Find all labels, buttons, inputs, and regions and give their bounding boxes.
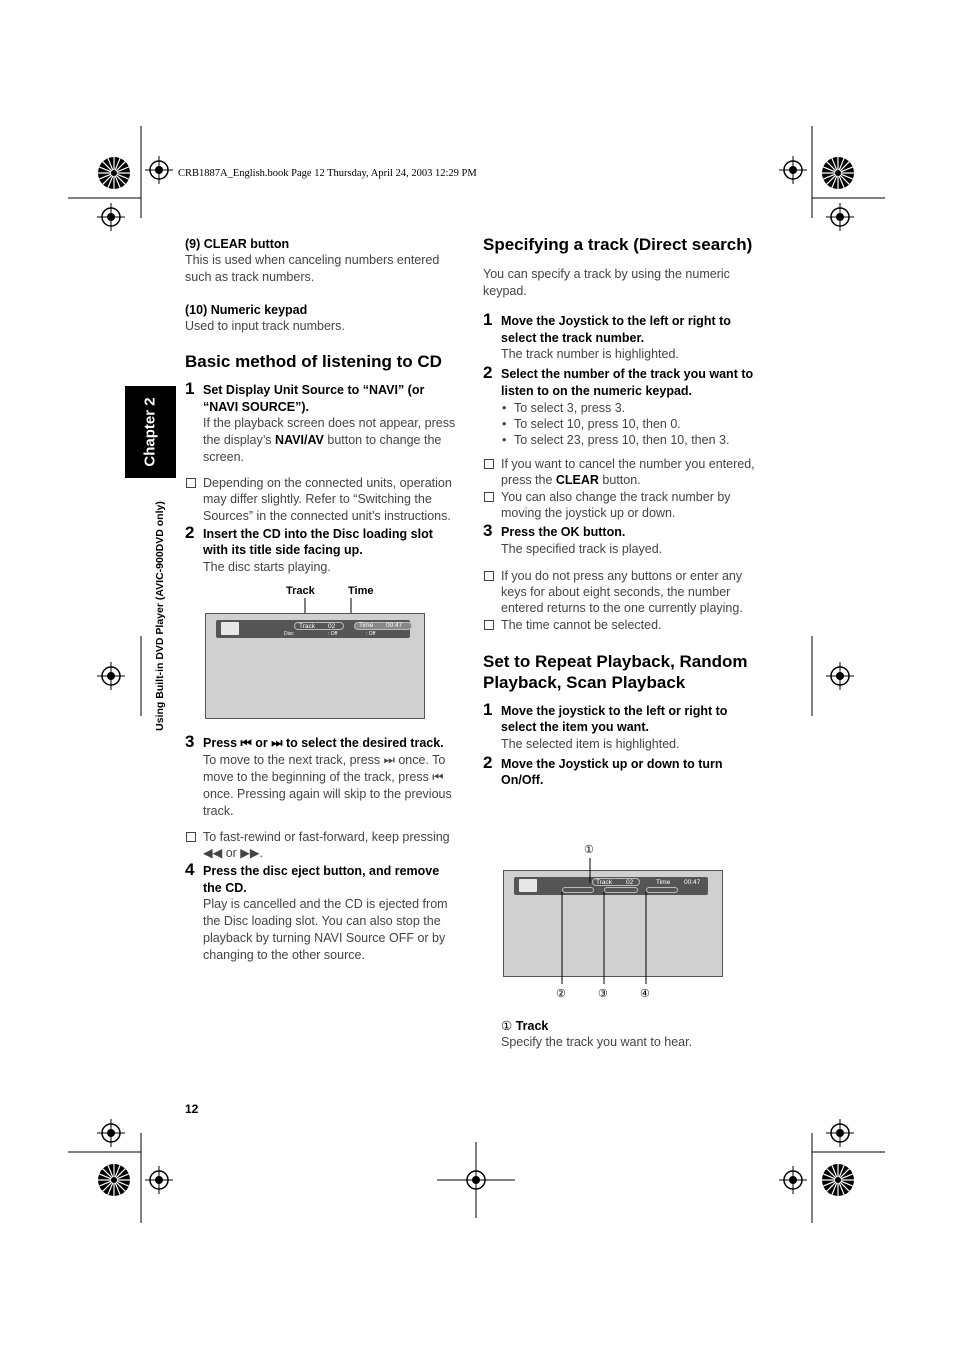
bar-disc-label: Disc [284, 631, 294, 637]
body-text: button to change the screen. [203, 433, 442, 464]
bar-time-label: Time [359, 622, 374, 629]
keypad-title: (10) Numeric keypad [185, 303, 308, 317]
note-text: Depending on the connected units, operation may differ slightly. Refer to “Switching the Sources” in the connected unit’s instructions. [203, 476, 452, 523]
step-body [203, 415, 460, 466]
repeat-playback-heading: Set to Repeat Playback, Random Playback, Scan Playback [483, 651, 748, 692]
step-number: 2 [185, 522, 195, 542]
step-number: 1 [185, 379, 195, 398]
clear-button-desc: This is used when canceling numbers entered such as track numbers. [185, 253, 440, 284]
step-number: 1 [483, 310, 493, 329]
bullet-list [501, 400, 759, 448]
keypad-desc: Used to input track numbers. [185, 319, 345, 333]
bullet-item: • To select 23, press 10, then 10, then 3. [501, 432, 759, 448]
note-box-icon [484, 459, 494, 469]
step-lead: Select the number of the track you want to listen to on the numeric keypad. [501, 367, 754, 398]
left-column-lower [185, 732, 460, 964]
bar-track-number: 02 [328, 623, 336, 630]
direct-search-intro: You can specify a track by using the numeric keypad. [483, 267, 730, 298]
item-body: Specify the track you want to hear. [501, 1035, 693, 1049]
bullet-item: • To select 10, press 10, then 0. [501, 416, 759, 432]
note [483, 456, 759, 489]
step-lead: Insert the CD into the Disc loading slot with its title side facing up. [203, 526, 433, 558]
figure-label-time: Time [348, 585, 374, 597]
note-box-icon [484, 620, 494, 630]
repeat-step-2 [483, 752, 759, 789]
note-text: You can also change the track number by moving the joystick up or down. [501, 489, 731, 520]
basic-method-heading: Basic method of listening to CD [185, 352, 442, 371]
step-number: 4 [185, 860, 195, 880]
right-step-1 [483, 310, 759, 363]
note-text: To fast-rewind or fast-forward, keep pressing ◀◀ or ▶▶. [203, 829, 450, 860]
right-step-3 [483, 521, 759, 558]
note-box-icon [186, 478, 196, 488]
note-box-icon [484, 571, 494, 581]
cd-disc-icon [519, 879, 537, 892]
navi-av-label: NAVI/AV [275, 433, 324, 447]
step-lead: Press ⏮ or ⏭ to select the desired track. [203, 736, 444, 750]
bar-time-value: 00:47 [386, 622, 403, 629]
step-body: To move to the next track, press ⏭ once. To move to the beginning of the track, press ⏮ once. Pressing again will skip to the previous track. [203, 752, 452, 818]
step-number: 3 [185, 732, 195, 751]
step-lead: Set Display Unit Source to “NAVI” (or “NAVI SOURCE”). [203, 383, 425, 414]
bar-scan-status: : Off [366, 631, 376, 637]
bar-track-label: Track [596, 879, 613, 886]
callout-4: ④ [640, 988, 650, 1000]
print-info-line: CRB1887A_English.book Page 12 Thursday, April 24, 2003 12:29 PM [178, 168, 477, 179]
note-text: button. [598, 473, 641, 488]
step-number: 2 [483, 752, 493, 772]
left-column [185, 236, 460, 576]
cd-playback-screen [205, 613, 425, 719]
figure2-leader-lines [540, 850, 660, 990]
step-body: The selected item is highlighted. [501, 736, 680, 751]
bar-time-label: Time [656, 879, 671, 886]
step-lead: Move the joystick to the left or right to select the item you want. [501, 703, 728, 735]
item-title [501, 1018, 761, 1034]
callout-1: ① [584, 844, 594, 856]
info-bar [216, 620, 410, 638]
callout-2: ② [556, 988, 566, 1000]
callout-3: ③ [598, 988, 608, 1000]
bar-time-value: 00:47 [684, 879, 701, 886]
note-text: The time cannot be selected. [501, 617, 662, 632]
step-body: Play is cancelled and the CD is ejected from the Disc loading slot. You can also stop the playback by turning NAVI Source OFF or by changing to the other source. [203, 897, 448, 963]
step-number: 3 [483, 521, 493, 541]
left-step-1 [185, 379, 460, 466]
step-lead: Move the Joystick up or down to turn On/Off. [501, 756, 723, 788]
left-step-4 [185, 860, 460, 964]
step-number: 2 [483, 363, 493, 382]
item-mark: ① [501, 1019, 513, 1033]
clear-label: CLEAR [555, 473, 599, 488]
step-body: The track number is highlighted. [501, 347, 679, 361]
right-column [483, 234, 759, 789]
page-number: 12 [185, 1102, 199, 1116]
step-lead: Move the Joystick to the left or right to select the track number. [501, 314, 731, 345]
bar-track-label: Track [299, 623, 316, 630]
step-lead: Press the OK button. [501, 525, 626, 540]
step-lead: Press the disc eject button, and remove the CD. [203, 864, 440, 895]
note-text: If you want to cancel the number you entered, press the [501, 457, 755, 488]
step-body: The specified track is played. [501, 541, 663, 556]
note [483, 489, 759, 522]
note [185, 829, 460, 862]
section-label: Using Built-in DVD Player (AVIC-900DVD only) [154, 501, 166, 731]
item-title-text: Track [515, 1019, 549, 1033]
bar-random-status: : Off [328, 631, 338, 637]
cd-disc-icon [221, 622, 239, 635]
bar-track-number: 02 [626, 879, 634, 886]
note-box-icon [186, 832, 196, 842]
left-step-3 [185, 732, 460, 820]
repeat-step-1 [483, 699, 759, 753]
figure-label-track: Track [286, 585, 315, 597]
item-track-description [501, 1018, 761, 1051]
clear-button-title: (9) CLEAR button [185, 237, 290, 251]
direct-search-heading: Specifying a track (Direct search) [483, 235, 753, 254]
note-text: If you do not press any buttons or enter any keys for about eight seconds, the number entered returns to the one currently playing. [501, 568, 743, 616]
chapter-label: Chapter 2 [141, 397, 159, 467]
left-step-2 [185, 522, 460, 576]
body-text: If the playback screen does not appear, press the display’s [203, 416, 456, 447]
step-number: 1 [483, 699, 493, 719]
note [483, 617, 759, 633]
right-step-2 [483, 363, 759, 448]
note [185, 475, 460, 524]
note-box-icon [484, 492, 494, 502]
bullet-item: • To select 3, press 3. [501, 400, 759, 416]
note [483, 568, 759, 617]
step-body: The disc starts playing. [203, 559, 331, 574]
